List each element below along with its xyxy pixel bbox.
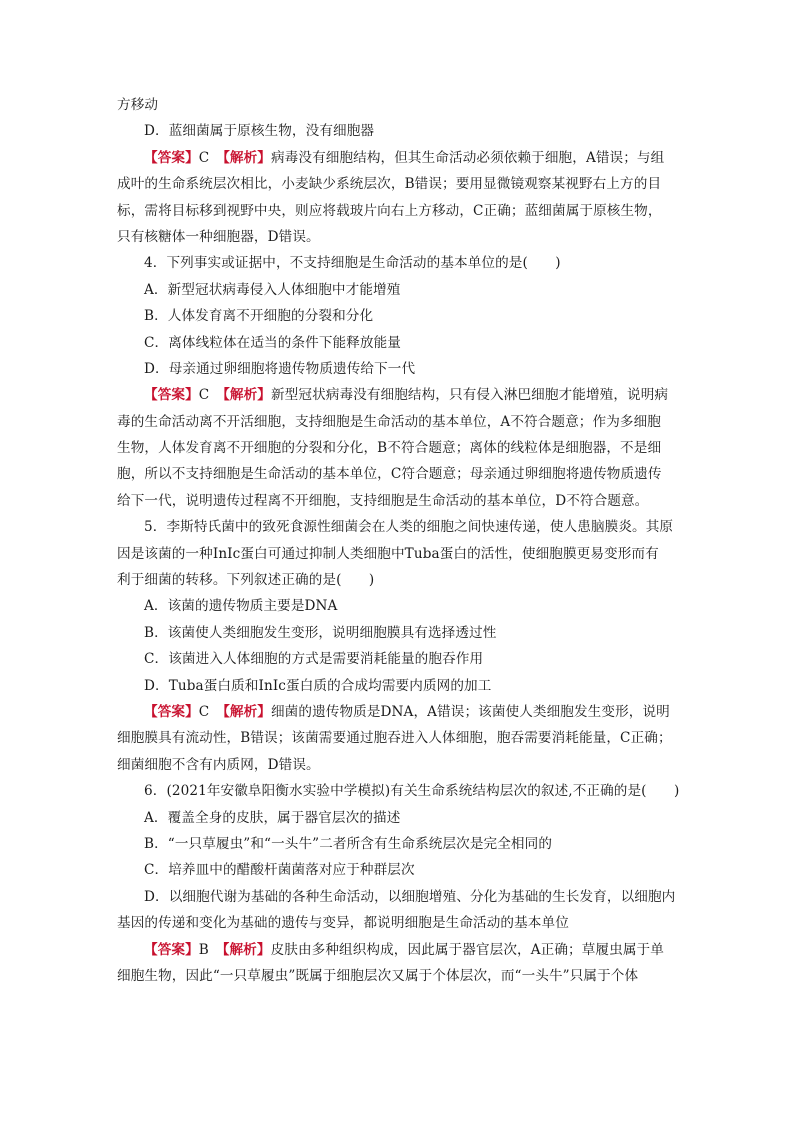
analysis-text: 标，需将目标移到视野中央，则应将载玻片向右上方移动，C正确；蓝细菌属于原核生物， — [117, 202, 662, 219]
question-5-block — [117, 514, 681, 778]
question-6-option-b: B．“一只草履虫”和“一头牛”二者所含有生命系统层次是完全相同的 — [144, 835, 553, 852]
analysis-text: 成叶的生命系统层次相比，小麦缺少系统层次，B错误；要用显微镜观察某视野右上方的目 — [117, 176, 662, 193]
analysis-text: 细胞生物，因此“一只草履虫”既属于细胞层次又属于个体层次，而“一头牛”只属于个体 — [117, 967, 639, 984]
question-4-option-d: D．母亲通过卵细胞将遗传物质遗传给下一代 — [144, 360, 416, 377]
answer-tag: 【答案】 — [144, 149, 199, 166]
document-page — [117, 92, 681, 989]
analysis-tag: 【解析】 — [223, 149, 271, 166]
answer-value: C — [198, 387, 210, 404]
analysis-text: 给下一代，说明遗传过程离不开细胞，支持细胞是生命活动的基本单位，D不符合题意。 — [117, 492, 649, 509]
question-6-option-a: A．覆盖全身的皮肤，属于器官层次的描述 — [144, 809, 401, 826]
answer-value: C — [198, 703, 210, 720]
question-4-block — [117, 250, 681, 514]
question-5-option-b: B．该菌使人类细胞发生变形，说明细胞膜具有选择透过性 — [144, 624, 497, 641]
answer-tag: 【答案】 — [144, 387, 199, 404]
answer-value: B — [198, 941, 209, 958]
question-6-option-c: C．培养皿中的醋酸杆菌菌落对应于种群层次 — [144, 862, 415, 879]
question-5-stem: 利于细菌的转移。下列叙述正确的是( ) — [117, 572, 375, 589]
analysis-tag: 【解析】 — [223, 703, 271, 720]
answer-value: C — [198, 149, 210, 166]
question-4-option-a: A．新型冠状病毒侵入人体细胞中才能增殖 — [144, 281, 401, 298]
question-6-stem: 6．(2021年安徽阜阳衡水实验中学模拟)有关生命系统结构层次的叙述,不正确的是( ) — [144, 783, 680, 800]
question-3-stem-continuation: 方移动 — [117, 97, 159, 113]
analysis-text: 细胞膜具有流动性，B错误；该菌需要通过胞吞进入人体细胞，胞吞需要消耗能量，C正确； — [117, 730, 672, 747]
analysis-text: 只有核糖体一种细胞器，D错误。 — [117, 228, 320, 245]
analysis-tag: 【解析】 — [223, 387, 271, 404]
question-6-answer-line — [117, 937, 681, 963]
analysis-text: 生物，人体发育离不开细胞的分裂和分化，B不符合题意；离体的线粒体是细胞器，不是细 — [117, 440, 662, 457]
question-3-block — [117, 92, 681, 250]
question-5-option-a: A．该菌的遗传物质主要是DNA — [144, 598, 338, 615]
analysis-text: 毒的生命活动离不开活细胞，支持细胞是生命活动的基本单位，A不符合题意；作为多细胞 — [117, 413, 661, 430]
question-5-stem: 因是该菌的一种InIc蛋白可通过抑制人类细胞中Tuba蛋白的活性，使细胞膜更易变形而有 — [117, 545, 659, 562]
question-6-block — [117, 778, 681, 989]
analysis-text: 皮肤由多种组织构成，因此属于器官层次，A正确；草履虫属于单 — [270, 941, 664, 958]
analysis-text: 病毒没有细胞结构，但其生命活动必须依赖于细胞，A错误；与组 — [270, 149, 665, 166]
question-5-answer-line — [117, 699, 681, 725]
question-6-option-d: D．以细胞代谢为基础的各种生命活动，以细胞增殖、分化为基础的生长发育，以细胞内 — [144, 888, 676, 905]
answer-tag: 【答案】 — [144, 703, 199, 720]
analysis-text: 新型冠状病毒没有细胞结构，只有侵入淋巴细胞才能增殖，说明病 — [270, 387, 669, 404]
question-5-stem: 5．李斯特氏菌中的致死食源性细菌会在人类的细胞之间快速传递，使人患脑膜炎。其原 — [144, 519, 674, 536]
question-6-option-d-continuation: 基因的传递和变化为基础的遗传与变异，都说明细胞是生命活动的基本单位 — [117, 915, 569, 932]
question-5-option-d: D．Tuba蛋白质和InIc蛋白质的合成均需要内质网的加工 — [144, 677, 492, 694]
analysis-text: 细菌细胞不含有内质网，D错误。 — [117, 756, 320, 773]
analysis-tag: 【解析】 — [222, 941, 271, 958]
analysis-text: 胞，所以不支持细胞是生命活动的基本单位，C符合题意；母亲通过卵细胞将遗传物质遗传 — [117, 466, 662, 483]
question-3-answer-line — [117, 145, 681, 171]
question-4-option-c: C．离体线粒体在适当的条件下能释放能量 — [144, 334, 401, 351]
question-4-option-b: B．人体发育离不开细胞的分裂和分化 — [144, 308, 374, 325]
answer-tag: 【答案】 — [144, 941, 199, 958]
analysis-text: 细菌的遗传物质是DNA，A错误；该菌使人类细胞发生变形，说明 — [270, 703, 670, 720]
question-3-option-d: D．蓝细菌属于原核生物，没有细胞器 — [144, 123, 375, 140]
question-5-option-c: C．该菌进入人体细胞的方式是需要消耗能量的胞吞作用 — [144, 651, 484, 668]
question-4-answer-line — [117, 382, 681, 408]
question-4-stem: 4．下列事实或证据中，不支持细胞是生命活动的基本单位的是( ) — [144, 255, 561, 272]
